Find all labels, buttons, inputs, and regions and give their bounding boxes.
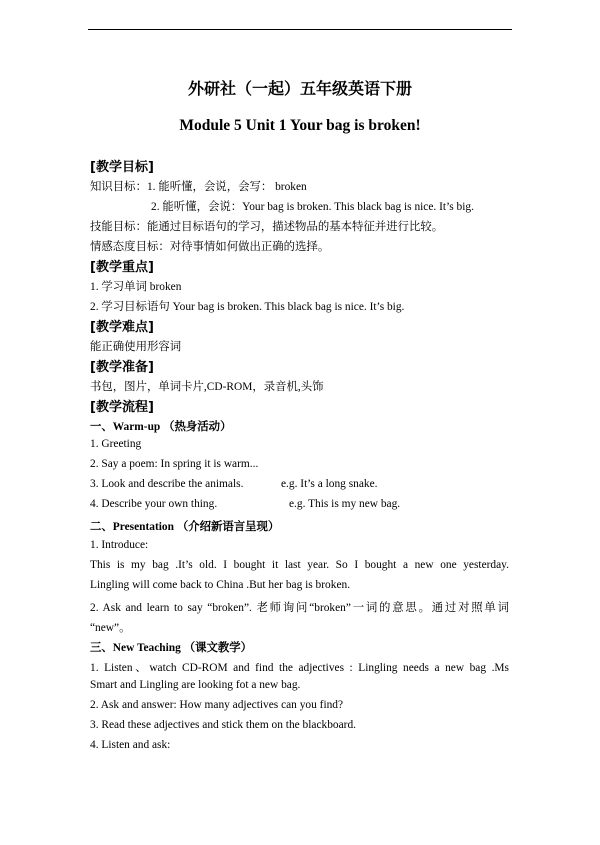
knowledge-objective-2: 2. 能听懂，会说：Your bag is broken. This black bag is nice. It’s big. <box>151 201 474 213</box>
new-teaching-item: 4. Listen and ask: <box>90 739 171 751</box>
knowledge-objective-1: 知识目标：1. 能听懂，会说，会写： broken <box>90 181 307 193</box>
warmup-example: e.g. This is my new bag. <box>289 498 401 510</box>
presentation-item: 2. Ask and learn to say “broken”. 老师询问“broken”一词的意思。通过对照单词 <box>90 602 509 614</box>
warmup-item: 1. Greeting <box>90 438 142 450</box>
objectives-heading: [教学目标] <box>90 160 154 175</box>
presentation-paragraph: This is my bag .It’s old. I bought it last year. So I bought a new one yesterday. <box>90 559 509 571</box>
process-heading: [教学流程] <box>90 400 154 415</box>
presentation-item-cont: “new”。 <box>90 622 131 634</box>
warmup-item: 2. Say a poem: In spring it is warm... <box>90 458 259 470</box>
new-teaching-item: 1. Listen、watch CD-ROM and find the adjectives : Lingling needs a new bag .Ms <box>90 662 509 674</box>
new-teaching-section-title <box>90 639 252 655</box>
key-point-item: 2. 学习目标语句 Your bag is broken. This black bag is nice. It’s big. <box>90 301 405 313</box>
section-title-en: Presentation <box>112 521 174 533</box>
preparation-item: 书包，图片，单词卡片,CD-ROM，录音机,头饰 <box>90 381 324 393</box>
section-title-cn: （介绍新语言呈现） <box>173 521 280 533</box>
section-title-en: Warm-up <box>112 421 161 433</box>
presentation-paragraph: Lingling will come back to China .But her bag is broken. <box>90 579 351 591</box>
new-teaching-item: 2. Ask and answer: How many adjectives can you find? <box>90 699 344 711</box>
lesson-title: Module 5 Unit 1 Your bag is broken! <box>179 117 421 134</box>
attitude-objective: 情感态度目标：对待事情如何做出正确的选择。 <box>90 241 330 253</box>
preparation-heading: [教学准备] <box>90 360 154 375</box>
warmup-item: 3. Look and describe the animals. <box>90 478 244 490</box>
difficulties-heading: [教学难点] <box>90 320 154 335</box>
presentation-section-title <box>90 518 279 534</box>
warmup-item: 4. Describe your own thing. <box>90 498 218 510</box>
document-title: 外研社（一起）五年级英语下册 <box>187 79 412 98</box>
section-number: 三、 <box>90 642 113 654</box>
section-title-cn: （热身活动） <box>160 421 232 433</box>
section-number: 一、 <box>90 421 113 433</box>
new-teaching-item-cont: Smart and Lingling are looking fot a new bag. <box>90 679 301 691</box>
key-points-heading: [教学重点] <box>90 260 154 275</box>
difficulty-item: 能正确使用形容词 <box>90 341 182 353</box>
presentation-item: 1. Introduce: <box>90 539 149 551</box>
section-title-en: New Teaching <box>112 642 181 654</box>
header-rule <box>88 29 512 30</box>
new-teaching-item: 3. Read these adjectives and stick them on the blackboard. <box>90 719 357 731</box>
section-number: 二、 <box>90 521 113 533</box>
key-point-item: 1. 学习单词 broken <box>90 281 182 293</box>
skill-objective: 技能目标：能通过目标语句的学习，描述物品的基本特征并进行比较。 <box>90 221 444 233</box>
section-title-cn: （课文教学） <box>180 642 253 654</box>
warmup-section-title <box>90 418 231 434</box>
warmup-example: e.g. It’s a long snake. <box>281 478 378 490</box>
